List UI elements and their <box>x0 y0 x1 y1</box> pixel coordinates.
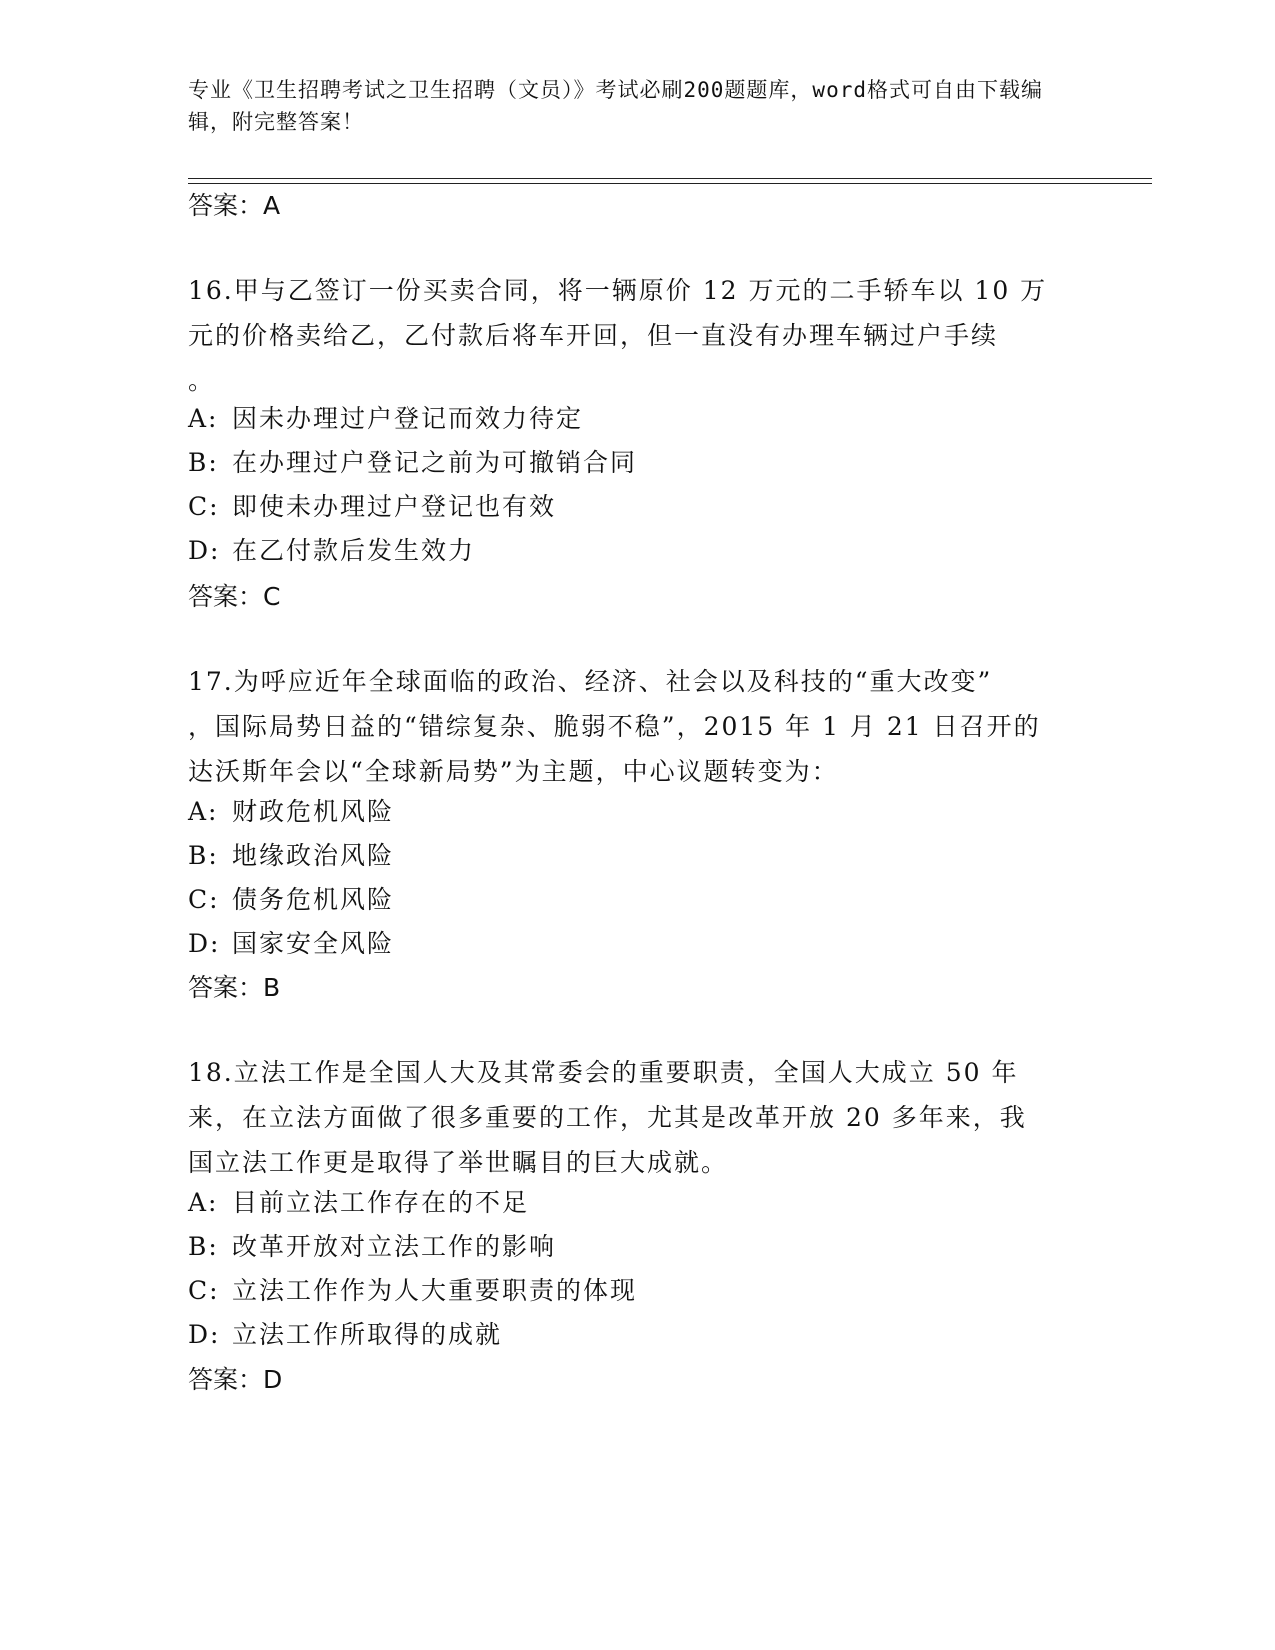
question-18-answer: 答案：D <box>188 1365 283 1394</box>
question-stem-line: 国立法工作更是取得了举世瞩目的巨大成就。 <box>188 1148 729 1177</box>
question-stem-line: 达沃斯年会以“全球新局势”为主题，中心议题转变为： <box>188 757 839 786</box>
question-17-option-d <box>188 927 394 961</box>
question-17-answer: 答案：B <box>188 973 281 1002</box>
option-text: 改革开放对立法工作的影响 <box>232 1232 557 1261</box>
option-text: 债务危机风险 <box>232 885 395 914</box>
question-stem-line: 18.立法工作是全国人大及其常委会的重要职责，全国人大成立 50 年 <box>188 1058 1019 1087</box>
option-text: 财政危机风险 <box>232 797 395 826</box>
question-stem-line: 16.甲与乙签订一份买卖合同，将一辆原价 12 万元的二手轿车以 10 万 <box>188 276 1048 305</box>
question-17-option-b <box>188 839 394 873</box>
question-18-option-b <box>188 1230 556 1264</box>
option-letter: B: <box>188 448 219 477</box>
option-letter: B: <box>188 1232 219 1261</box>
question-16-answer: 答案：C <box>188 582 281 611</box>
answer-previous: 答案：A <box>188 191 281 220</box>
option-letter: A: <box>188 797 219 826</box>
option-text: 地缘政治风险 <box>232 841 395 870</box>
question-18-stem <box>188 1050 1088 1185</box>
option-text: 在办理过户登记之前为可撤销合同 <box>232 448 638 477</box>
option-letter: D: <box>188 536 221 565</box>
question-18-option-d <box>188 1318 502 1352</box>
question-stem-line: 来，在立法方面做了很多重要的工作，尤其是改革开放 20 多年来，我 <box>188 1103 1027 1132</box>
option-letter: B: <box>188 841 219 870</box>
option-letter: D: <box>188 1320 221 1349</box>
option-text: 立法工作作为人大重要职责的体现 <box>232 1276 638 1305</box>
option-text: 立法工作所取得的成就 <box>232 1320 503 1349</box>
question-16-stem <box>188 268 1088 403</box>
question-17-option-a <box>188 795 394 829</box>
option-letter: A: <box>188 404 219 433</box>
option-text: 因未办理过户登记而效力待定 <box>232 404 584 433</box>
option-letter: A: <box>188 1188 219 1217</box>
option-letter: C: <box>188 1276 220 1305</box>
option-text: 在乙付款后发生效力 <box>232 536 476 565</box>
question-16-option-c <box>188 490 556 524</box>
question-16-option-a <box>188 402 583 436</box>
question-18-option-c <box>188 1274 637 1308</box>
header-rule-double <box>188 183 1152 184</box>
question-17-option-c <box>188 883 394 917</box>
question-17-stem <box>188 659 1088 794</box>
question-stem-line: ，国际局势日益的“错综复杂、脆弱不稳”，2015 年 1 月 21 日召开的 <box>188 712 1041 741</box>
option-text: 国家安全风险 <box>232 929 395 958</box>
question-16-option-d <box>188 534 475 568</box>
option-letter: C: <box>188 492 220 521</box>
option-text: 目前立法工作存在的不足 <box>232 1188 530 1217</box>
option-letter: D: <box>188 929 221 958</box>
option-text: 即使未办理过户登记也有效 <box>232 492 557 521</box>
question-18-option-a <box>188 1186 529 1220</box>
question-16-option-b <box>188 446 637 480</box>
question-stem-line: 元的价格卖给乙，乙付款后将车开回，但一直没有办理车辆过户手续 <box>188 321 999 350</box>
document-header: 专业《卫生招聘考试之卫生招聘（文员）》考试必刷200题题库，word格式可自由下载编辑，附完整答案！ <box>188 78 1043 134</box>
header-rule <box>188 178 1152 179</box>
question-stem-line: 。 <box>188 366 216 395</box>
option-letter: C: <box>188 885 220 914</box>
question-stem-line: 17.为呼应近年全球面临的政治、经济、社会以及科技的“重大改变” <box>188 667 993 696</box>
